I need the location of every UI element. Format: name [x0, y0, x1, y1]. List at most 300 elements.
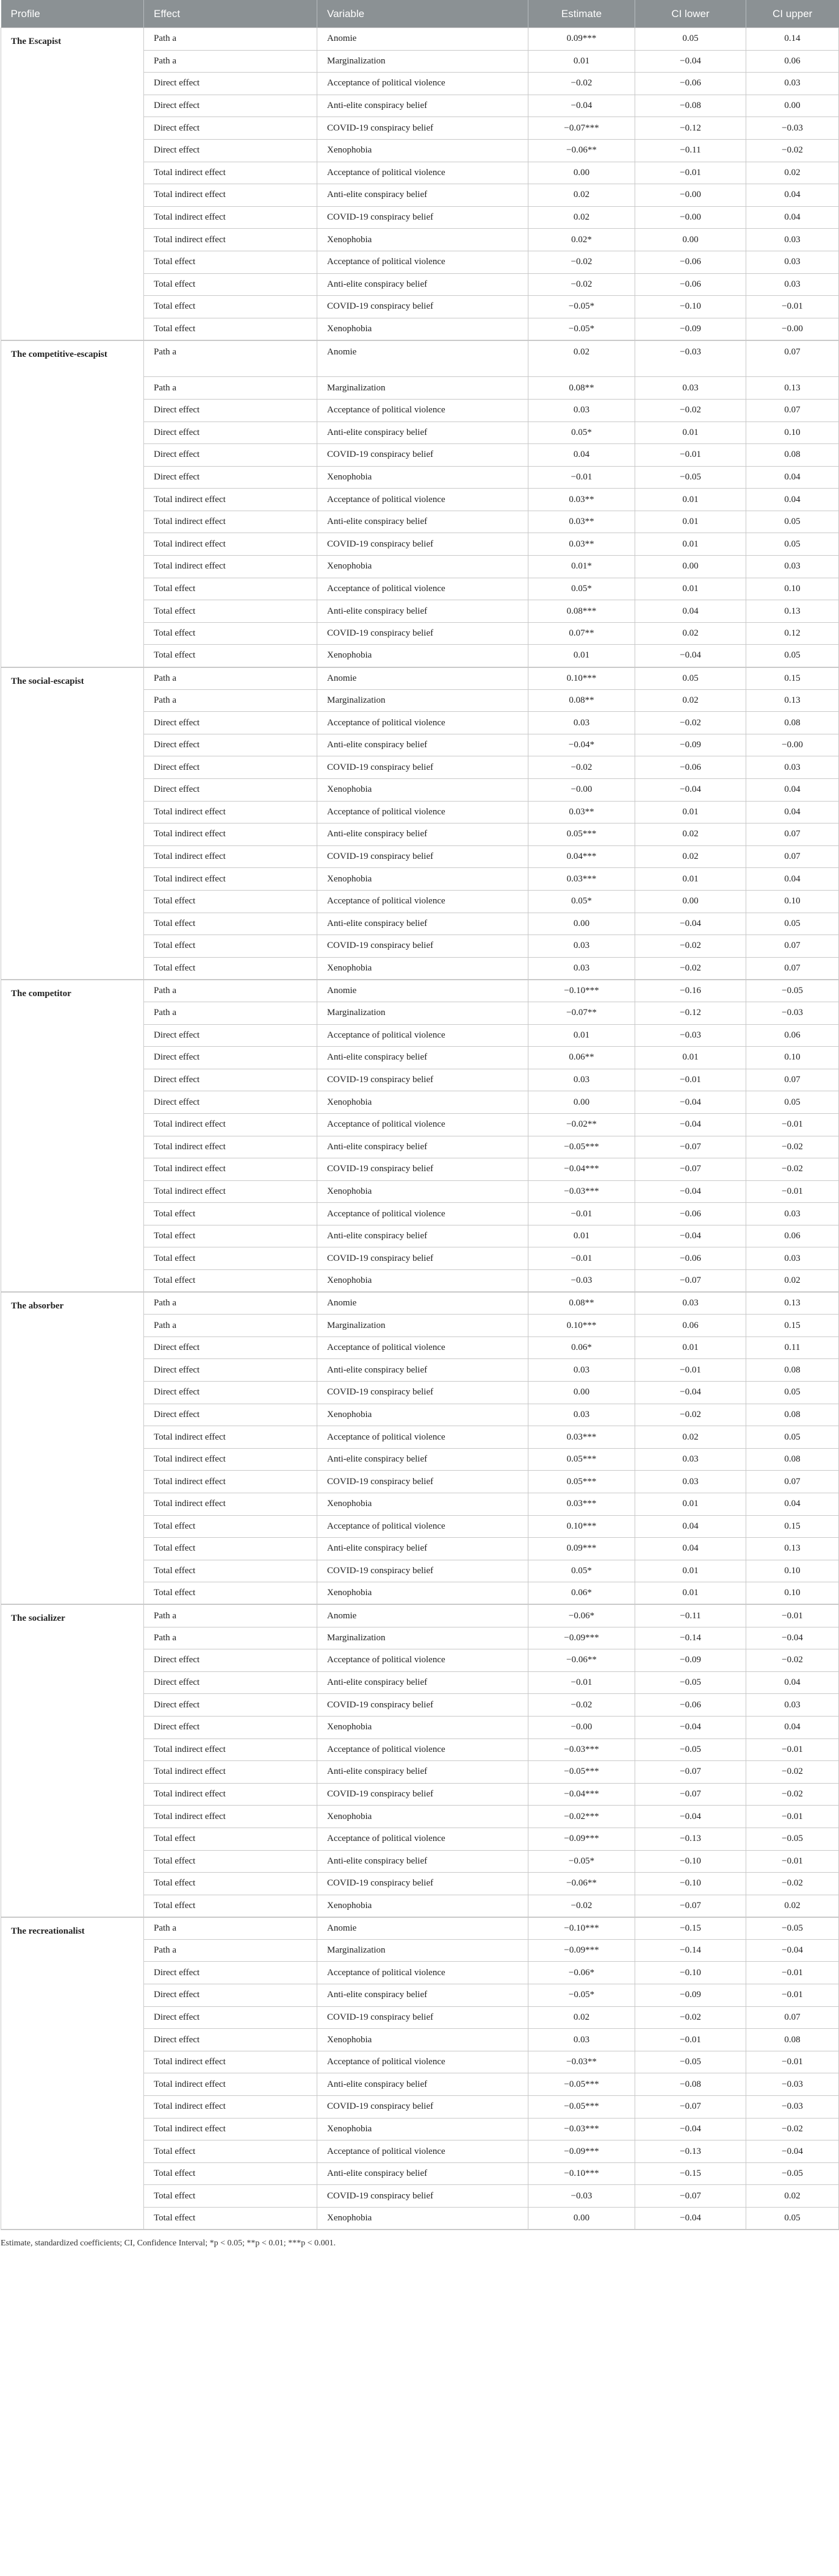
ci-lower-cell: −0.07 — [635, 1136, 746, 1158]
estimate-cell: −0.04* — [528, 734, 635, 756]
ci-lower-cell: 0.01 — [635, 1047, 746, 1069]
ci-upper-cell: 0.13 — [746, 1538, 839, 1560]
effect-cell: Direct effect — [144, 1671, 317, 1694]
estimate-cell: 0.09*** — [528, 28, 635, 51]
estimate-cell: −0.01 — [528, 1671, 635, 1694]
ci-upper-cell: −0.04 — [746, 1627, 839, 1649]
effect-cell: Direct effect — [144, 139, 317, 162]
ci-upper-cell: 0.13 — [746, 377, 839, 400]
ci-upper-cell: 0.10 — [746, 1582, 839, 1605]
estimate-cell: −0.09*** — [528, 1828, 635, 1850]
variable-cell: Xenophobia — [317, 1270, 528, 1293]
estimate-cell: 0.00 — [528, 1382, 635, 1404]
estimate-cell: 0.03 — [528, 1359, 635, 1382]
estimate-cell: 0.00 — [528, 2208, 635, 2230]
ci-upper-cell: −0.01 — [746, 296, 839, 318]
variable-cell: Anti-elite conspiracy belief — [317, 1850, 528, 1873]
effect-cell: Total effect — [144, 251, 317, 273]
effect-cell: Path a — [144, 1315, 317, 1337]
ci-upper-cell: −0.01 — [746, 1113, 839, 1136]
ci-lower-cell: −0.08 — [635, 95, 746, 117]
variable-cell: Acceptance of political violence — [317, 801, 528, 823]
variable-cell: Xenophobia — [317, 1582, 528, 1605]
estimate-cell: −0.09*** — [528, 1939, 635, 1962]
ci-lower-cell: 0.02 — [635, 845, 746, 868]
ci-lower-cell: 0.03 — [635, 1292, 746, 1315]
mediation-results-table — [1, 0, 839, 2230]
ci-lower-cell: −0.04 — [635, 1225, 746, 1247]
effect-cell: Total effect — [144, 2208, 317, 2230]
ci-lower-cell: −0.02 — [635, 2006, 746, 2029]
estimate-cell: 0.08** — [528, 1292, 635, 1315]
variable-cell: COVID-19 conspiracy belief — [317, 1247, 528, 1270]
ci-upper-cell: −0.00 — [746, 734, 839, 756]
profile-cell: The competitor — [1, 980, 144, 1292]
effect-cell: Direct effect — [144, 1047, 317, 1069]
variable-cell: Xenophobia — [317, 1404, 528, 1426]
ci-lower-cell: 0.02 — [635, 622, 746, 645]
variable-cell: Marginalization — [317, 50, 528, 73]
estimate-cell: −0.05* — [528, 318, 635, 340]
estimate-cell: −0.05*** — [528, 1761, 635, 1784]
effect-cell: Path a — [144, 1627, 317, 1649]
variable-cell: Xenophobia — [317, 2208, 528, 2230]
variable-cell: Xenophobia — [317, 466, 528, 489]
ci-lower-cell: 0.01 — [635, 489, 746, 511]
variable-cell: Xenophobia — [317, 2118, 528, 2140]
estimate-cell: 0.01 — [528, 1024, 635, 1047]
header-variable: Variable — [317, 0, 528, 28]
ci-upper-cell: 0.03 — [746, 1247, 839, 1270]
ci-lower-cell: −0.00 — [635, 206, 746, 229]
effect-cell: Total effect — [144, 2185, 317, 2208]
estimate-cell: 0.03** — [528, 511, 635, 533]
ci-upper-cell: −0.04 — [746, 1939, 839, 1962]
estimate-cell: −0.05* — [528, 296, 635, 318]
estimate-cell: −0.03** — [528, 2051, 635, 2073]
estimate-cell: −0.01 — [528, 1247, 635, 1270]
variable-cell: COVID-19 conspiracy belief — [317, 756, 528, 779]
variable-cell: Anomie — [317, 667, 528, 690]
effect-cell: Total indirect effect — [144, 184, 317, 207]
effect-cell: Total effect — [144, 1850, 317, 1873]
ci-lower-cell: −0.15 — [635, 1917, 746, 1940]
ci-lower-cell: −0.09 — [635, 734, 746, 756]
estimate-cell: −0.04*** — [528, 1158, 635, 1181]
ci-lower-cell: 0.01 — [635, 868, 746, 891]
ci-upper-cell: 0.02 — [746, 1270, 839, 1293]
ci-lower-cell: −0.02 — [635, 712, 746, 734]
ci-lower-cell: −0.12 — [635, 117, 746, 140]
ci-upper-cell: −0.02 — [746, 1649, 839, 1672]
ci-upper-cell: 0.03 — [746, 273, 839, 296]
variable-cell: Acceptance of political violence — [317, 1336, 528, 1359]
ci-upper-cell: 0.08 — [746, 712, 839, 734]
effect-cell: Total effect — [144, 890, 317, 913]
variable-cell: COVID-19 conspiracy belief — [317, 444, 528, 467]
ci-lower-cell: −0.10 — [635, 1850, 746, 1873]
profile-cell: The social-escapist — [1, 667, 144, 980]
effect-cell: Total effect — [144, 1203, 317, 1225]
estimate-cell: 0.03 — [528, 1404, 635, 1426]
ci-upper-cell: −0.02 — [746, 1783, 839, 1806]
effect-cell: Total effect — [144, 622, 317, 645]
ci-upper-cell: 0.07 — [746, 823, 839, 846]
variable-cell: Anti-elite conspiracy belief — [317, 184, 528, 207]
estimate-cell: 0.05* — [528, 422, 635, 444]
estimate-cell: −0.04 — [528, 95, 635, 117]
effect-cell: Path a — [144, 1917, 317, 1940]
estimate-cell: −0.09*** — [528, 2140, 635, 2163]
variable-cell: Acceptance of political violence — [317, 2051, 528, 2073]
ci-lower-cell: 0.04 — [635, 1515, 746, 1538]
variable-cell: Anti-elite conspiracy belief — [317, 1047, 528, 1069]
effect-cell: Total indirect effect — [144, 533, 317, 556]
variable-cell: Acceptance of political violence — [317, 1738, 528, 1761]
ci-upper-cell: 0.14 — [746, 28, 839, 51]
variable-cell: Anti-elite conspiracy belief — [317, 1359, 528, 1382]
effect-cell: Direct effect — [144, 444, 317, 467]
effect-cell: Total indirect effect — [144, 801, 317, 823]
ci-lower-cell: −0.06 — [635, 73, 746, 95]
ci-lower-cell: −0.14 — [635, 1627, 746, 1649]
ci-lower-cell: −0.07 — [635, 1270, 746, 1293]
estimate-cell: −0.10*** — [528, 980, 635, 1002]
estimate-cell: −0.03 — [528, 2185, 635, 2208]
effect-cell: Total indirect effect — [144, 1493, 317, 1516]
variable-cell: Acceptance of political violence — [317, 251, 528, 273]
estimate-cell: 0.10*** — [528, 1315, 635, 1337]
effect-cell: Direct effect — [144, 1962, 317, 1984]
ci-lower-cell: −0.10 — [635, 296, 746, 318]
estimate-cell: 0.01 — [528, 645, 635, 667]
ci-upper-cell: 0.08 — [746, 1448, 839, 1471]
variable-cell: COVID-19 conspiracy belief — [317, 1382, 528, 1404]
ci-upper-cell: 0.04 — [746, 801, 839, 823]
estimate-cell: −0.05*** — [528, 1136, 635, 1158]
variable-cell: Xenophobia — [317, 1493, 528, 1516]
effect-cell: Total effect — [144, 1828, 317, 1850]
ci-lower-cell: −0.01 — [635, 162, 746, 184]
variable-cell: Anti-elite conspiracy belief — [317, 1538, 528, 1560]
variable-cell: Xenophobia — [317, 1091, 528, 1114]
ci-lower-cell: 0.00 — [635, 229, 746, 251]
estimate-cell: 0.06* — [528, 1336, 635, 1359]
ci-upper-cell: 0.05 — [746, 1091, 839, 1114]
ci-lower-cell: −0.05 — [635, 2051, 746, 2073]
variable-cell: Anomie — [317, 1292, 528, 1315]
variable-cell: COVID-19 conspiracy belief — [317, 1560, 528, 1582]
variable-cell: Acceptance of political violence — [317, 2140, 528, 2163]
effect-cell: Direct effect — [144, 1024, 317, 1047]
ci-upper-cell: 0.05 — [746, 2208, 839, 2230]
estimate-cell: 0.02 — [528, 206, 635, 229]
table-row — [1, 28, 839, 51]
ci-upper-cell: 0.07 — [746, 340, 839, 377]
ci-lower-cell: 0.01 — [635, 1560, 746, 1582]
ci-lower-cell: −0.11 — [635, 139, 746, 162]
estimate-cell: −0.07** — [528, 1002, 635, 1024]
variable-cell: Marginalization — [317, 377, 528, 400]
effect-cell: Total effect — [144, 2140, 317, 2163]
ci-lower-cell: −0.10 — [635, 1873, 746, 1895]
estimate-cell: 0.03** — [528, 489, 635, 511]
ci-lower-cell: −0.02 — [635, 399, 746, 422]
effect-cell: Direct effect — [144, 399, 317, 422]
ci-upper-cell: −0.01 — [746, 1738, 839, 1761]
ci-upper-cell: 0.08 — [746, 2029, 839, 2051]
ci-upper-cell: 0.07 — [746, 845, 839, 868]
variable-cell: COVID-19 conspiracy belief — [317, 2096, 528, 2119]
ci-lower-cell: 0.02 — [635, 689, 746, 712]
ci-upper-cell: 0.07 — [746, 957, 839, 980]
ci-lower-cell: −0.04 — [635, 779, 746, 802]
ci-lower-cell: −0.04 — [635, 913, 746, 935]
effect-cell: Total effect — [144, 1873, 317, 1895]
effect-cell: Total indirect effect — [144, 1426, 317, 1449]
effect-cell: Total effect — [144, 578, 317, 600]
effect-cell: Direct effect — [144, 1404, 317, 1426]
effect-cell: Path a — [144, 689, 317, 712]
ci-lower-cell: −0.07 — [635, 1783, 746, 1806]
estimate-cell: 0.05*** — [528, 823, 635, 846]
ci-lower-cell: −0.11 — [635, 1604, 746, 1627]
ci-lower-cell: −0.03 — [635, 340, 746, 377]
ci-lower-cell: 0.01 — [635, 511, 746, 533]
ci-lower-cell: 0.00 — [635, 556, 746, 578]
ci-upper-cell: 0.05 — [746, 1426, 839, 1449]
variable-cell: Acceptance of political violence — [317, 1024, 528, 1047]
estimate-cell: 0.00 — [528, 1091, 635, 1114]
variable-cell: Anomie — [317, 1917, 528, 1940]
variable-cell: Anti-elite conspiracy belief — [317, 1225, 528, 1247]
ci-upper-cell: 0.02 — [746, 2185, 839, 2208]
ci-lower-cell: −0.02 — [635, 1404, 746, 1426]
ci-lower-cell: 0.00 — [635, 890, 746, 913]
variable-cell: Acceptance of political violence — [317, 578, 528, 600]
estimate-cell: −0.06** — [528, 139, 635, 162]
effect-cell: Total indirect effect — [144, 1783, 317, 1806]
header-ci-lower: CI lower — [635, 0, 746, 28]
ci-lower-cell: −0.04 — [635, 1113, 746, 1136]
effect-cell: Total indirect effect — [144, 823, 317, 846]
variable-cell: Marginalization — [317, 1002, 528, 1024]
ci-upper-cell: 0.07 — [746, 2006, 839, 2029]
variable-cell: Xenophobia — [317, 957, 528, 980]
effect-cell: Total effect — [144, 2162, 317, 2185]
estimate-cell: 0.03 — [528, 2029, 635, 2051]
ci-lower-cell: −0.04 — [635, 50, 746, 73]
variable-cell: Anti-elite conspiracy belief — [317, 2073, 528, 2096]
variable-cell: Xenophobia — [317, 139, 528, 162]
table-row — [1, 1604, 839, 1627]
variable-cell: Anomie — [317, 980, 528, 1002]
ci-lower-cell: 0.03 — [635, 1448, 746, 1471]
ci-lower-cell: −0.04 — [635, 1382, 746, 1404]
estimate-cell: 0.03** — [528, 533, 635, 556]
estimate-cell: −0.10*** — [528, 2162, 635, 2185]
effect-cell: Direct effect — [144, 1091, 317, 1114]
effect-cell: Direct effect — [144, 734, 317, 756]
variable-cell: COVID-19 conspiracy belief — [317, 2185, 528, 2208]
variable-cell: Acceptance of political violence — [317, 1426, 528, 1449]
variable-cell: Acceptance of political violence — [317, 162, 528, 184]
estimate-cell: 0.03 — [528, 935, 635, 958]
ci-upper-cell: −0.01 — [746, 1984, 839, 2007]
estimate-cell: −0.07*** — [528, 117, 635, 140]
estimate-cell: 0.03*** — [528, 1426, 635, 1449]
ci-lower-cell: −0.07 — [635, 1895, 746, 1917]
variable-cell: COVID-19 conspiracy belief — [317, 1069, 528, 1091]
variable-cell: COVID-19 conspiracy belief — [317, 1471, 528, 1493]
ci-upper-cell: 0.06 — [746, 1225, 839, 1247]
effect-cell: Total indirect effect — [144, 206, 317, 229]
ci-upper-cell: 0.02 — [746, 1895, 839, 1917]
ci-lower-cell: 0.01 — [635, 578, 746, 600]
estimate-cell: 0.02 — [528, 184, 635, 207]
variable-cell: Anti-elite conspiracy belief — [317, 2162, 528, 2185]
variable-cell: COVID-19 conspiracy belief — [317, 1694, 528, 1717]
ci-lower-cell: −0.02 — [635, 935, 746, 958]
ci-upper-cell: 0.06 — [746, 1024, 839, 1047]
ci-upper-cell: 0.11 — [746, 1336, 839, 1359]
variable-cell: Acceptance of political violence — [317, 712, 528, 734]
ci-upper-cell: 0.04 — [746, 1493, 839, 1516]
estimate-cell: −0.00 — [528, 1716, 635, 1738]
ci-upper-cell: 0.04 — [746, 1716, 839, 1738]
ci-upper-cell: 0.05 — [746, 533, 839, 556]
estimate-cell: 0.04*** — [528, 845, 635, 868]
estimate-cell: −0.06* — [528, 1962, 635, 1984]
effect-cell: Path a — [144, 980, 317, 1002]
ci-upper-cell: −0.03 — [746, 2073, 839, 2096]
estimate-cell: 0.07** — [528, 622, 635, 645]
estimate-cell: −0.05*** — [528, 2096, 635, 2119]
ci-lower-cell: −0.04 — [635, 1716, 746, 1738]
ci-upper-cell: 0.07 — [746, 935, 839, 958]
estimate-cell: −0.03*** — [528, 1180, 635, 1203]
variable-cell: Acceptance of political violence — [317, 73, 528, 95]
effect-cell: Path a — [144, 1939, 317, 1962]
effect-cell: Total effect — [144, 645, 317, 667]
estimate-cell: 0.04 — [528, 444, 635, 467]
estimate-cell: 0.03*** — [528, 1493, 635, 1516]
ci-lower-cell: −0.01 — [635, 2029, 746, 2051]
effect-cell: Total effect — [144, 1538, 317, 1560]
ci-lower-cell: −0.03 — [635, 1024, 746, 1047]
ci-upper-cell: 0.04 — [746, 489, 839, 511]
effect-cell: Total indirect effect — [144, 1448, 317, 1471]
ci-upper-cell: 0.13 — [746, 600, 839, 623]
table-body — [1, 28, 839, 2230]
estimate-cell: 0.05* — [528, 578, 635, 600]
effect-cell: Path a — [144, 50, 317, 73]
estimate-cell: −0.02 — [528, 73, 635, 95]
variable-cell: COVID-19 conspiracy belief — [317, 296, 528, 318]
ci-upper-cell: −0.02 — [746, 2118, 839, 2140]
estimate-cell: 0.09*** — [528, 1538, 635, 1560]
variable-cell: Acceptance of political violence — [317, 890, 528, 913]
estimate-cell: −0.02 — [528, 251, 635, 273]
estimate-cell: −0.01 — [528, 1203, 635, 1225]
effect-cell: Total indirect effect — [144, 1806, 317, 1828]
ci-lower-cell: −0.09 — [635, 318, 746, 340]
effect-cell: Total indirect effect — [144, 162, 317, 184]
ci-lower-cell: −0.04 — [635, 2118, 746, 2140]
ci-lower-cell: 0.02 — [635, 1426, 746, 1449]
ci-upper-cell: 0.13 — [746, 689, 839, 712]
ci-upper-cell: −0.01 — [746, 1604, 839, 1627]
ci-upper-cell: 0.07 — [746, 1471, 839, 1493]
effect-cell: Direct effect — [144, 1694, 317, 1717]
estimate-cell: 0.05*** — [528, 1471, 635, 1493]
variable-cell: Acceptance of political violence — [317, 1113, 528, 1136]
ci-upper-cell: 0.15 — [746, 1315, 839, 1337]
effect-cell: Path a — [144, 340, 317, 377]
estimate-cell: 0.00 — [528, 162, 635, 184]
ci-upper-cell: 0.04 — [746, 1671, 839, 1694]
variable-cell: Acceptance of political violence — [317, 1828, 528, 1850]
ci-lower-cell: −0.04 — [635, 1091, 746, 1114]
variable-cell: Xenophobia — [317, 645, 528, 667]
estimate-cell: 0.10*** — [528, 667, 635, 690]
effect-cell: Direct effect — [144, 1716, 317, 1738]
ci-lower-cell: −0.13 — [635, 2140, 746, 2163]
effect-cell: Total effect — [144, 1560, 317, 1582]
estimate-cell: 0.02* — [528, 229, 635, 251]
table-row — [1, 980, 839, 1002]
estimate-cell: −0.05* — [528, 1850, 635, 1873]
ci-lower-cell: −0.01 — [635, 444, 746, 467]
ci-upper-cell: −0.01 — [746, 1806, 839, 1828]
variable-cell: Anti-elite conspiracy belief — [317, 1984, 528, 2007]
ci-lower-cell: −0.09 — [635, 1649, 746, 1672]
ci-upper-cell: −0.02 — [746, 1136, 839, 1158]
variable-cell: COVID-19 conspiracy belief — [317, 533, 528, 556]
ci-upper-cell: 0.10 — [746, 1560, 839, 1582]
ci-upper-cell: 0.07 — [746, 399, 839, 422]
ci-upper-cell: 0.06 — [746, 50, 839, 73]
variable-cell: Anomie — [317, 340, 528, 377]
ci-upper-cell: 0.04 — [746, 184, 839, 207]
effect-cell: Path a — [144, 377, 317, 400]
ci-lower-cell: 0.03 — [635, 377, 746, 400]
header-estimate: Estimate — [528, 0, 635, 28]
ci-lower-cell: −0.06 — [635, 1203, 746, 1225]
ci-upper-cell: −0.02 — [746, 139, 839, 162]
variable-cell: Anti-elite conspiracy belief — [317, 1671, 528, 1694]
ci-lower-cell: −0.07 — [635, 2185, 746, 2208]
estimate-cell: −0.03*** — [528, 2118, 635, 2140]
estimate-cell: −0.02** — [528, 1113, 635, 1136]
effect-cell: Direct effect — [144, 2006, 317, 2029]
variable-cell: Anomie — [317, 28, 528, 51]
ci-upper-cell: −0.03 — [746, 117, 839, 140]
ci-lower-cell: 0.05 — [635, 667, 746, 690]
table-row — [1, 340, 839, 377]
estimate-cell: 0.03** — [528, 801, 635, 823]
estimate-cell: 0.03*** — [528, 868, 635, 891]
effect-cell: Path a — [144, 1604, 317, 1627]
effect-cell: Direct effect — [144, 1359, 317, 1382]
effect-cell: Path a — [144, 1002, 317, 1024]
estimate-cell: 0.10*** — [528, 1515, 635, 1538]
variable-cell: Anti-elite conspiracy belief — [317, 95, 528, 117]
effect-cell: Total effect — [144, 273, 317, 296]
ci-lower-cell: 0.01 — [635, 422, 746, 444]
ci-upper-cell: 0.00 — [746, 95, 839, 117]
effect-cell: Path a — [144, 28, 317, 51]
